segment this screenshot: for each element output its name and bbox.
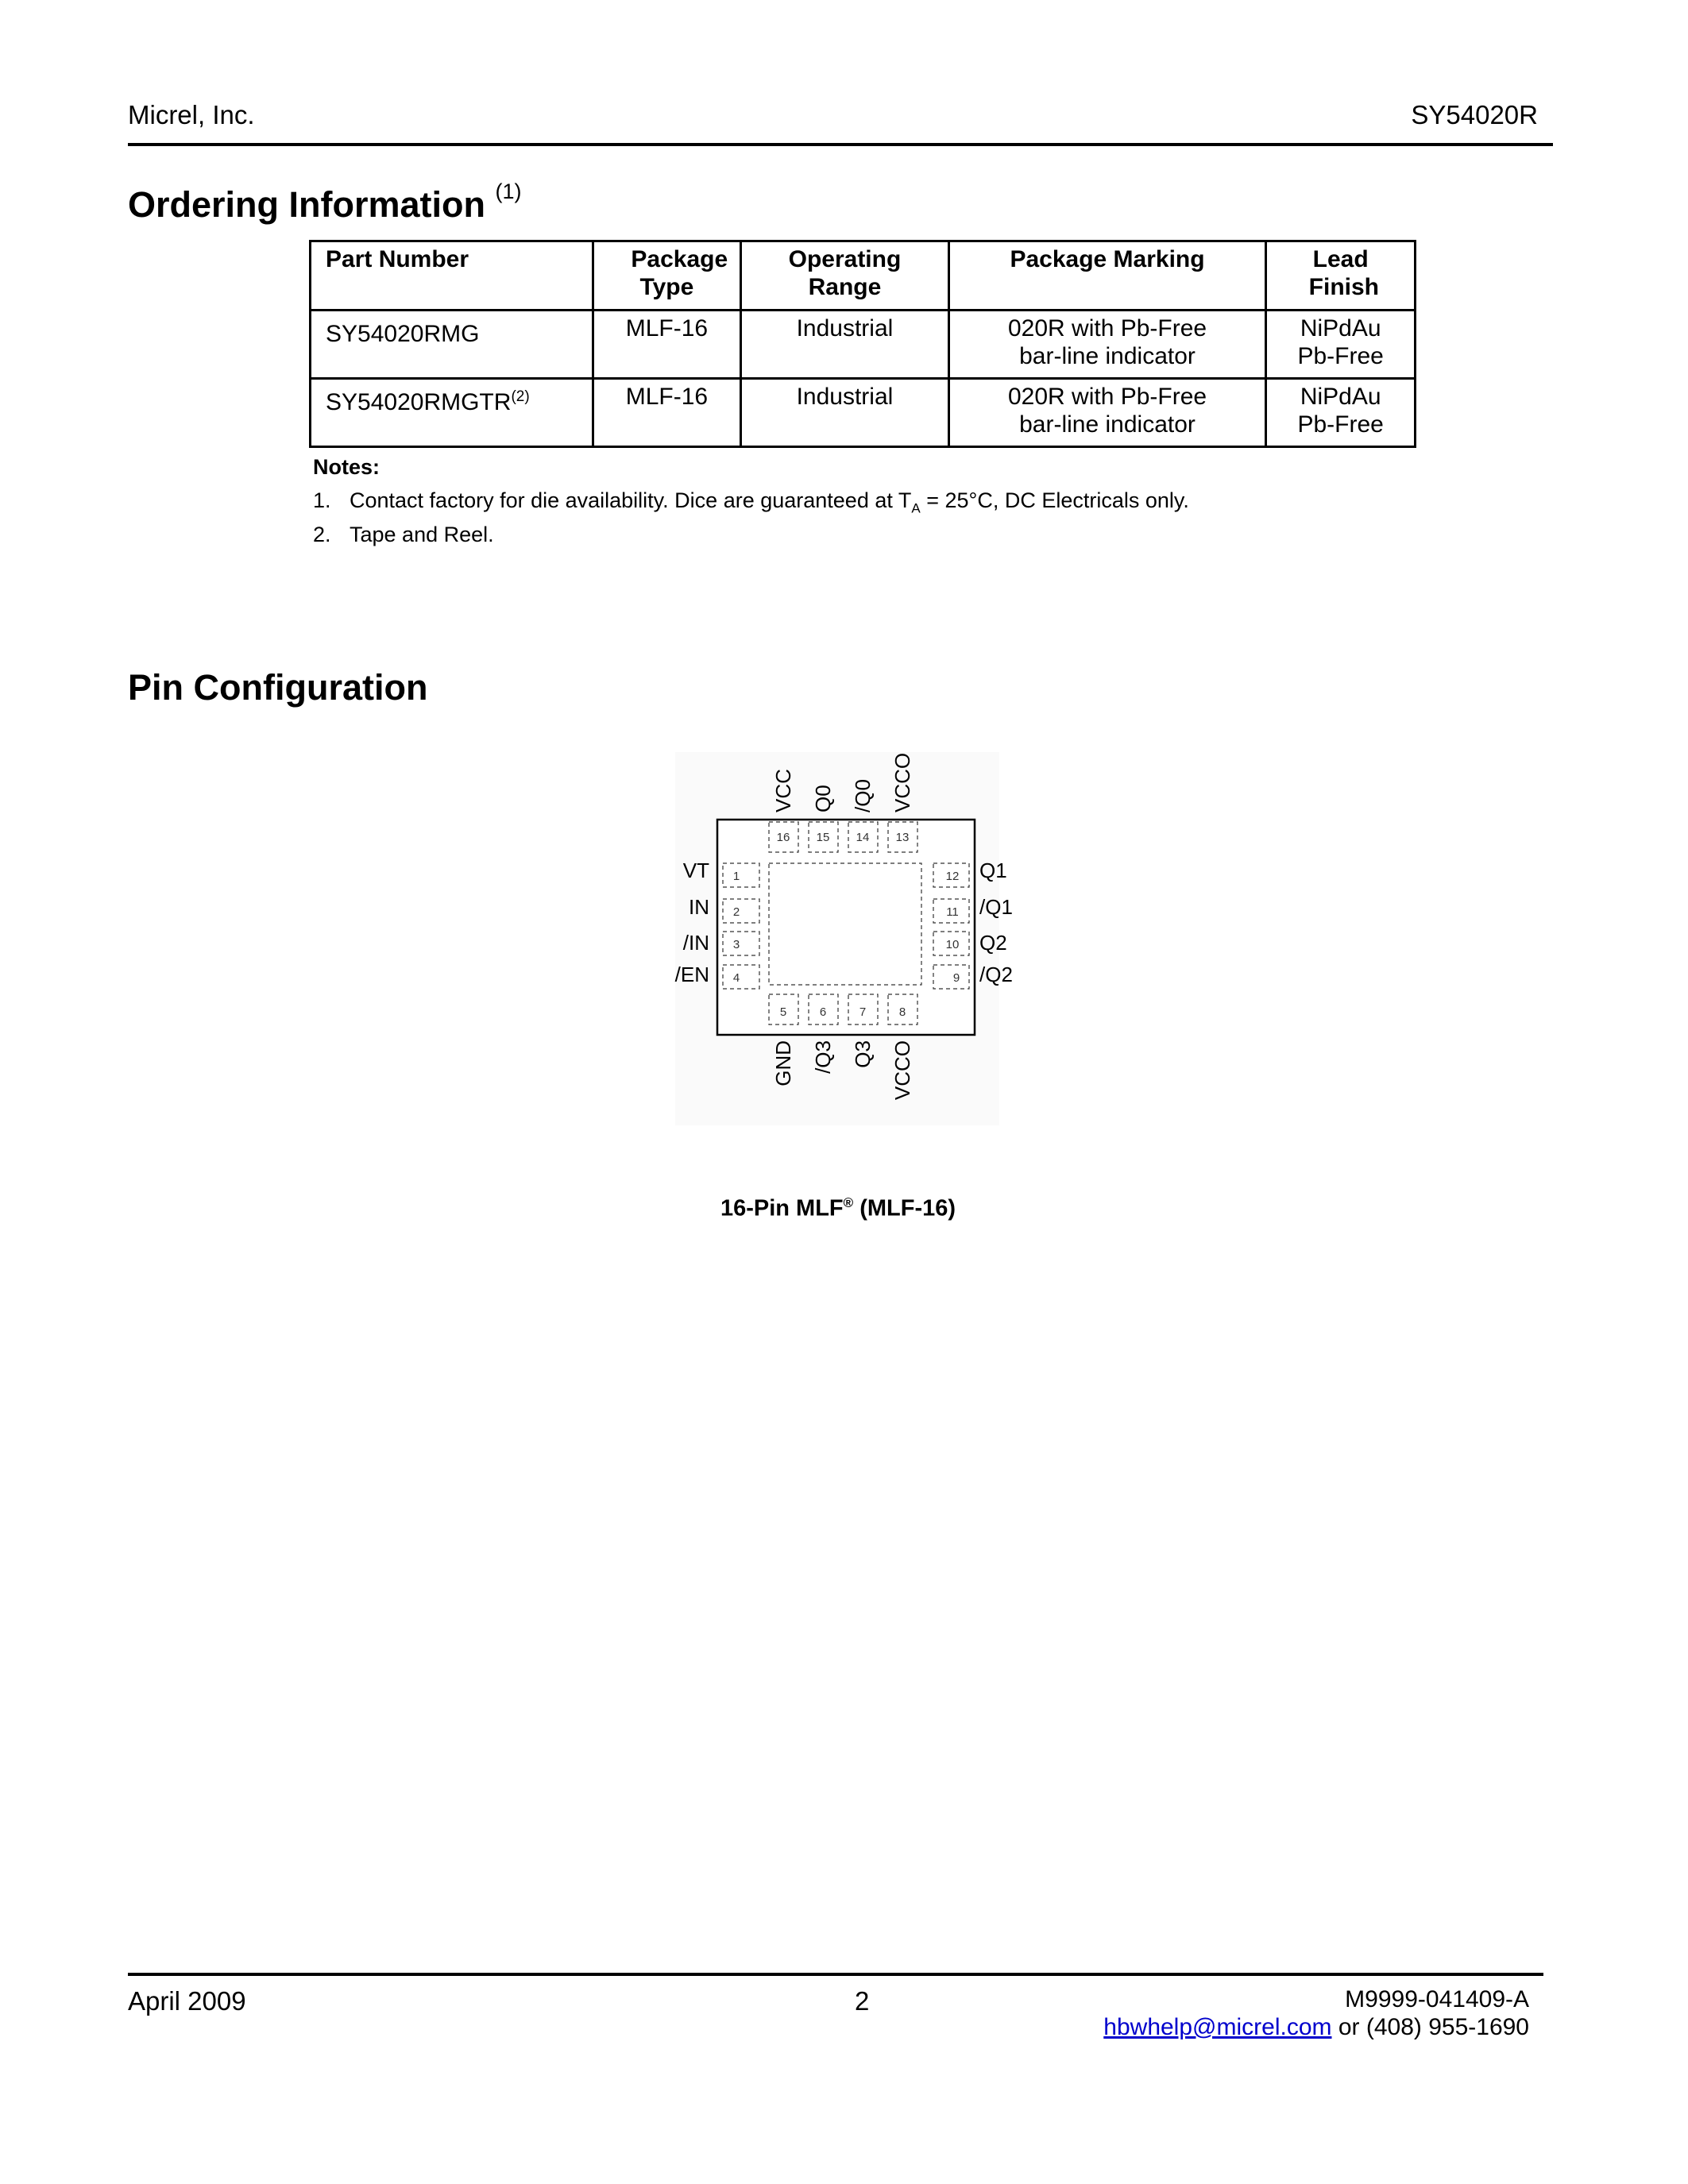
header-part: SY54020R [1411,100,1538,129]
pin-label: /IN [682,931,709,955]
pin-config-title: Pin Configuration [128,667,428,708]
svg-text:7: 7 [859,1005,867,1019]
page-number: 2 [855,1986,870,2016]
svg-text:12: 12 [945,870,960,883]
doc-number: M9999-041409-A [1345,1986,1529,2012]
package-type: MLF-16 [593,379,741,447]
header-rule [128,143,1553,146]
pin-label: /Q1 [979,895,1013,919]
ordering-title: Ordering Information $^{(1)}$ [128,179,522,225]
pin-label: VCC [771,769,795,812]
support-email-link[interactable]: hbwhelp@micrel.com [1103,2014,1332,2040]
package-marking: 020R with Pb-Free bar-line indicator [948,379,1266,447]
note-2: 2. Tape and Reel. [313,523,494,546]
notes-title: Notes: [313,455,380,479]
part-number: SY54020RMGTR$^{(2)}$ [311,379,593,447]
svg-text:15: 15 [816,831,830,844]
pin-label: Q0 [811,785,835,812]
package-type: MLF-16 [593,311,741,379]
table-row [311,311,1416,379]
table-header-row [311,241,1416,311]
lead-finish: NiPdAu Pb-Free [1266,311,1416,379]
svg-text:4: 4 [732,971,740,985]
pin-label: /Q2 [979,963,1013,986]
svg-text:13: 13 [895,831,910,844]
pin-label: VCCO [890,1040,914,1101]
col-lead-finish: Lead Finish [1266,241,1416,311]
svg-text:3: 3 [732,938,740,951]
pin-label: /Q3 [811,1040,835,1074]
svg-text:10: 10 [945,938,960,951]
pin-label: /EN [674,963,709,986]
pin-label: Q3 [851,1040,875,1068]
pin-label: IN [689,895,709,919]
header-company: Micrel, Inc. [128,100,255,129]
footer-contact: hbwhelp@micrel.com or (408) 955-1690 [1103,2014,1529,2040]
col-operating-range: Operating Range [741,241,949,311]
svg-text:5: 5 [779,1005,787,1019]
package-outline [717,820,975,1035]
svg-text:8: 8 [898,1005,906,1019]
svg-text:16: 16 [776,831,790,844]
pin-label: Q1 [979,859,1007,882]
operating-range: Industrial [741,379,949,447]
pin-label: /Q0 [851,779,875,812]
lead-finish: NiPdAu Pb-Free [1266,379,1416,447]
pin-label: VT [682,859,709,882]
svg-text:14: 14 [856,831,870,844]
pin-label: VCCO [890,752,914,812]
part-number: SY54020RMG [311,311,593,379]
col-part-number: Part Number [311,241,593,311]
package-marking: 020R with Pb-Free bar-line indicator [948,311,1266,379]
table-row [311,379,1416,447]
footer-date: April 2009 [128,1986,246,2016]
svg-text:11: 11 [946,905,959,919]
svg-text:1: 1 [732,870,740,883]
operating-range: Industrial [741,311,949,379]
col-package-type: Package Type [593,241,741,311]
footer-rule [128,1973,1543,1976]
pin-label: GND [771,1040,795,1086]
note-1: 1. Contact factory for die availability. Dice are guaranteed at $T_A = 25^\circ C$, DC Electricals only. [313,488,1189,516]
svg-text:6: 6 [819,1005,827,1019]
svg-text:2: 2 [732,905,740,919]
pin-diagram [659,747,1025,1144]
ordering-table [309,240,1416,448]
diagram-caption: 16-Pin MLF® (MLF-16) [720,1195,956,1221]
col-package-marking: Package Marking [948,241,1266,311]
pin-label: Q2 [979,931,1007,955]
svg-text:9: 9 [952,971,960,985]
